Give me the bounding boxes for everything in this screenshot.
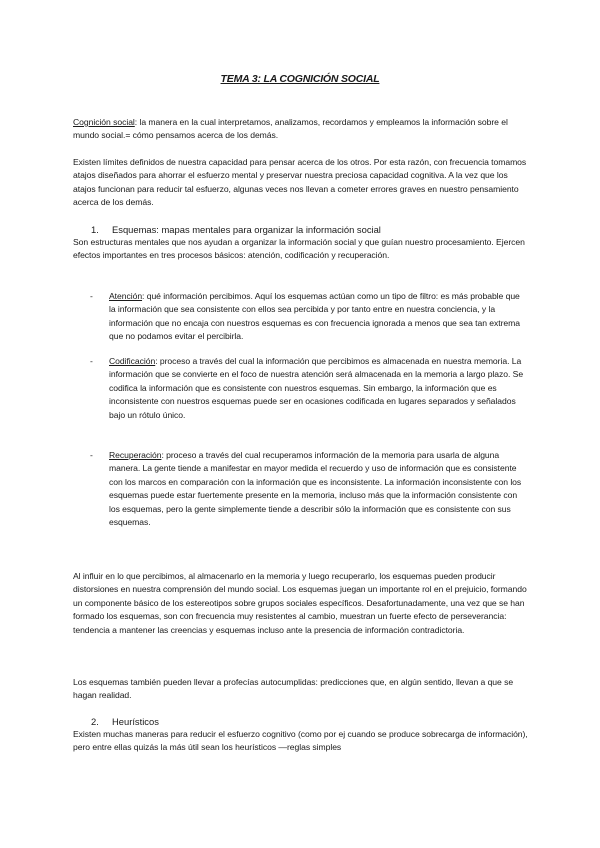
prophecy-paragraph: Los esquemas también pueden llevar a profecías autocumplidas: predicciones que, en algún sentido, llevan a que se hagan realidad. [73, 677, 514, 701]
bullet-term: Atención [109, 291, 143, 301]
bullet-term: Codificación [109, 356, 156, 366]
limits-paragraph: Existen límites definidos de nuestra capacidad para pensar acerca de los otros. Por esta razón, con frecuencia tomamos atajos diseñados para ahorrar el esfuerzo mental y preservar nuestra preciosa capacidad cognitiva. A la vez que los atajos funcionan para reducir tal esfuerzo, algunas veces nos llevan a cometer errores graves en nuestro pensamiento acerca de los demás. [73, 157, 527, 208]
section2-title: Heurísticos [112, 716, 159, 727]
document-title: TEMA 3: LA COGNICIÓN SOCIAL [220, 73, 380, 85]
intro-text: : la manera en la cual interpretamos, analizamos, recordamos y empleamos la información sobre el mundo social.= cómo pensamos acerca de los demás. [73, 117, 508, 141]
section1-number: 1. [91, 224, 99, 235]
section2-number: 2. [91, 716, 99, 727]
intro-term: Cognición social [73, 117, 135, 127]
section1-title: Esquemas: mapas mentales para organizar la información social [112, 224, 381, 235]
bullet-term: Recuperación [109, 450, 162, 460]
bullet-recuperacion [109, 449, 527, 529]
section2-intro: Existen muchas maneras para reducir el esfuerzo cognitivo (como por ej cuando se produce sobrecarga de información), pero entre ellas quizás la más útil sean los heurísticos —reglas simples [73, 729, 528, 753]
section1-heading [91, 223, 381, 236]
intro-paragraph [73, 116, 528, 143]
distortion-paragraph: Al influir en lo que percibimos, al almacenarlo en la memoria y luego recuperarlo, los esquemas pueden producir distorsiones en nuestra comprensión del mundo social. Los esquemas juegan un importante rol en el prejuicio, formando un componente básico de los estereotipos sobre grupos sociales específicos. Desafortunadamente, una vez que se han formado los esquemas, son con frecuencia muy resistentes al cambio, muestran un fuerte efecto de perseverancia: tendencia a mantener las creencias y esquemas incluso ante la presencia de información contradictoria. [73, 571, 527, 635]
bullet-text: : proceso a través del cual la información que percibimos es almacenada en nuestra memoria. La información que se convierte en el foco de nuestra atención será almacenada en la memoria a largo plazo. Se codifica la información que es consistente con nuestros esquemas. Sin embargo, la información que es inconsistente con nuestros esquemas puede ser en ocasiones codificada en lugares separados y señalados bajo un rótulo único. [109, 356, 524, 420]
bullet-text: : qué información percibimos. Aquí los esquemas actúan como un tipo de filtro: es más probable que la información que sea consistente con ellos sea percibida y por tanto entre en nuestra conciencia, y la información que no encaja con nuestros esquemas es con frecuencia ignorada a menos que sea tan extrema que no podamos evitar el percibirla. [109, 291, 520, 342]
bullet-dash: - [90, 356, 93, 366]
bullet-codificacion [109, 355, 527, 422]
bullet-atencion [109, 290, 527, 344]
bullet-dash: - [90, 291, 93, 301]
bullet-dash: - [90, 450, 93, 460]
section1-intro: Son estructuras mentales que nos ayudan a organizar la información social y que guían nuestro procesamiento. Ejercen efectos importantes en tres procesos básicos: atención, codificación y recuperación. [73, 237, 525, 261]
bullet-text: : proceso a través del cual recuperamos información de la memoria para usarla de alguna manera. La gente tiende a manifestar en mayor medida el recuerdo y uso de información que es consistente con los marcos en comparación con la información que es inconsistente. La información inconsistente con los esquemas puede estar fuertemente presente en la memoria, incluso más que la información consistente con los esquemas, pero la gente simplemente tiende a describir sólo la información que es consistente con sus esquemas. [109, 450, 522, 528]
section2-heading [91, 715, 159, 728]
